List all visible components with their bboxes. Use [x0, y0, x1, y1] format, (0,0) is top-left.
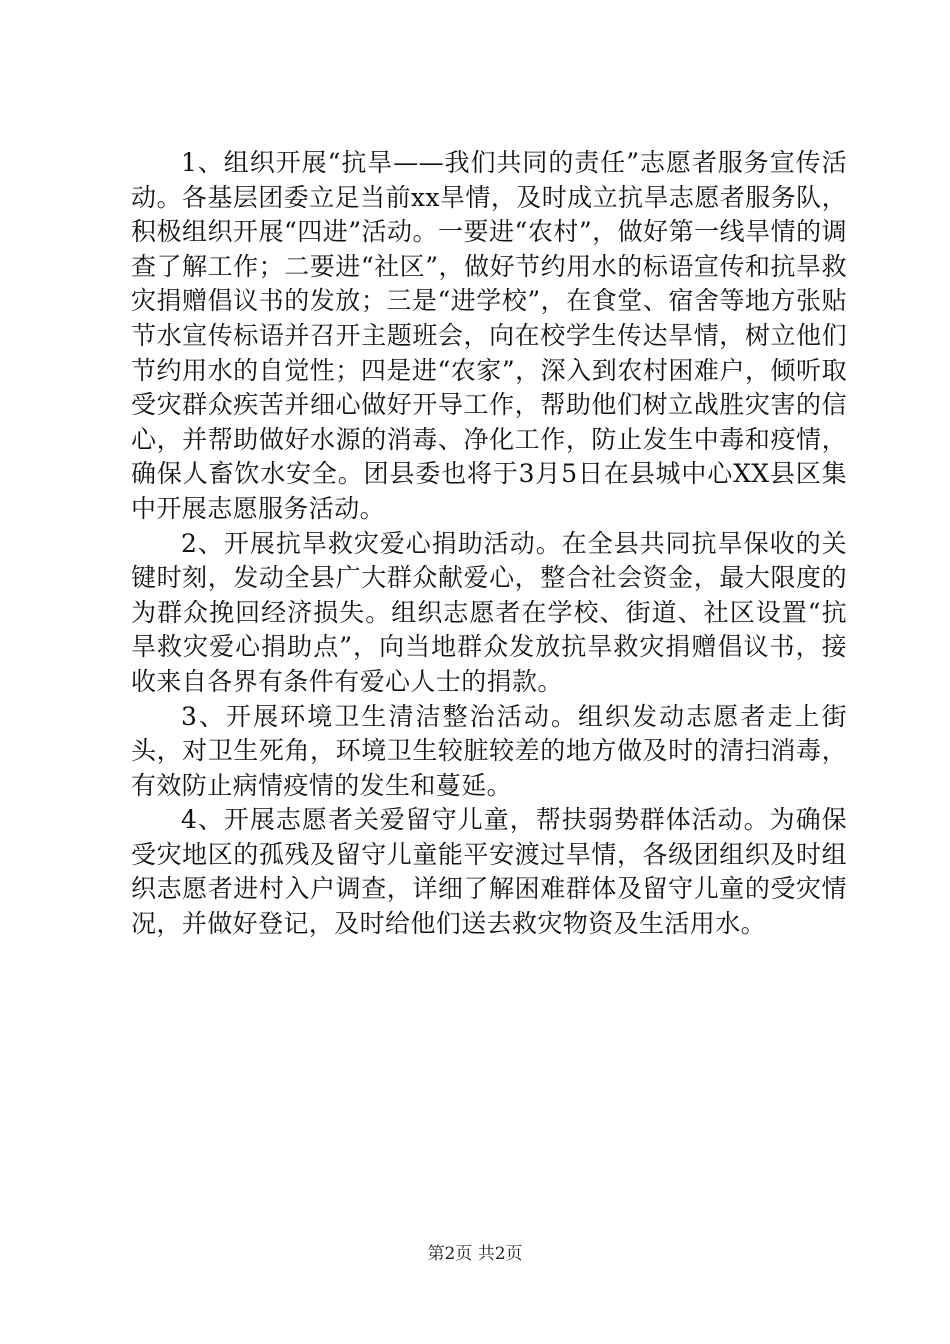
- paragraph-3: 3、开展环境卫生清洁整治活动。组织发动志愿者走上街头，对卫生死角，环境卫生较脏较差的地方做及时的清扫消毒，有效防止病情疫情的发生和蔓延。: [131, 701, 847, 800]
- paragraph-1: 1、组织开展“抗旱——我们共同的责任”志愿者服务宣传活动。各基层团委立足当前xx旱情，及时成立抗旱志愿者服务队，积极组织开展“四进”活动。一要进“农村”，做好第一线旱情的调查了解工作；二要进“社区”，做好节约用水的标语宣传和抗旱救灾捐赠倡议书的发放；三是“进学校”，在食堂、宿舍等地方张贴节水宣传标语并召开主题班会，向在校学生传达旱情，树立他们节约用水的自觉性；四是进“农家”，深入到农村困难户，倾听取受灾群众疾苦并细心做好开导工作，帮助他们树立战胜灾害的信心，并帮助做好水源的消毒、净化工作，防止发生中毒和疫情，确保人畜饮水安全。团县委也将于3月5日在县城中心XX县区集中开展志愿服务活动。: [131, 148, 847, 523]
- paragraph-4: 4、开展志愿者关爱留守儿童，帮扶弱势群体活动。为确保受灾地区的孤残及留守儿童能平安渡过旱情，各级团组织及时组织志愿者进村入户调查，详细了解困难群体及留守儿童的受灾情况，并做好登记，及时给他们送去救灾物资及生活用水。: [131, 805, 847, 939]
- page-number-footer: 第2页 共2页: [427, 1244, 523, 1264]
- document-body: [131, 146, 847, 942]
- paragraph-2: 2、开展抗旱救灾爱心捐助活动。在全县共同抗旱保收的关键时刻，发动全县广大群众献爱心，整合社会资金，最大限度的为群众挽回经济损失。组织志愿者在学校、街道、社区设置“抗旱救灾爱心捐助点”，向当地群众发放抗旱救灾捐赠倡议书，接收来自各界有条件有爱心人士的捐款。: [131, 528, 847, 696]
